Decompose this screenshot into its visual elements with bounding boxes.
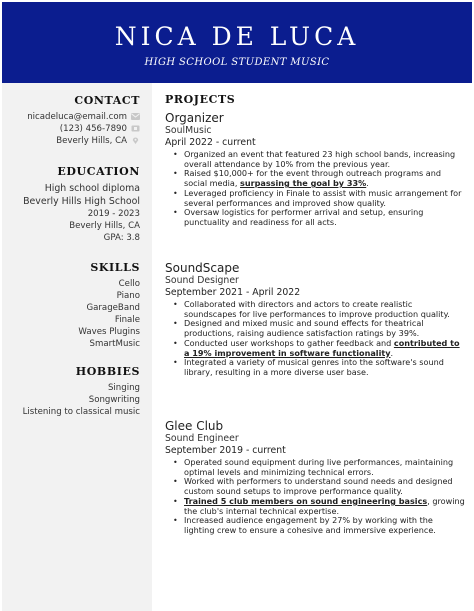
skills-title: SKILLS (90, 261, 140, 274)
education-gpa: GPA: 3.8 (103, 233, 140, 243)
project-date: September 2021 - April 2022 (165, 287, 301, 298)
education-school: Beverly Hills High School (23, 196, 140, 207)
hobby-item: Listening to classical music (22, 407, 140, 417)
hobby-item: Singing (107, 383, 140, 393)
education-section (23, 165, 140, 244)
bullet-item (165, 497, 465, 516)
project-bullets (165, 150, 465, 228)
project-role: SoulMusic (165, 125, 212, 136)
project-role: Sound Engineer (165, 433, 239, 444)
bullet-highlight: contributed to a 19% improvement in software functionality (184, 337, 460, 358)
bullet-highlight: surpassing the goal by 33% (240, 178, 367, 189)
skill-item: Cello (118, 279, 140, 289)
bullet-text: Collaborated with directors and actors to create realistic soundscapes for live performances to improve production quality. (184, 299, 450, 319)
education-location: Beverly Hills, CA (69, 221, 140, 231)
bullet-text-end: . (390, 347, 394, 358)
bullet-item (165, 339, 465, 358)
bullet-item (165, 319, 465, 338)
bullet-text: Designed and mixed music and sound effects for theatrical productions, raising audience satisfaction ratings by 39%. (184, 318, 424, 339)
contact-email (27, 111, 140, 123)
bullet-text: Increased audience engagement by 27% by working with the lighting crew to ensure a cohesive and immersive experience. (184, 515, 436, 536)
education-title: EDUCATION (57, 165, 140, 178)
project-entry (165, 419, 465, 536)
bullet-text: Oversaw logistics for performer arrival and setup, ensuring punctuality and readiness for all acts. (184, 207, 424, 228)
skills-section (78, 261, 140, 350)
hobbies-title: HOBBIES (75, 365, 140, 378)
bullet-item (165, 208, 465, 227)
contact-phone-text: (123) 456-7890 (59, 124, 127, 134)
skill-item: GarageBand (86, 303, 140, 313)
sidebar (2, 83, 152, 611)
bullet-text: Leveraged proficiency in Finale to assist with music arrangement for several performances and improved show quality. (184, 187, 462, 208)
bullet-text: Organized an event that featured 23 high school bands, increasing overall attendance by 10% from the previous year. (184, 149, 456, 169)
bullet-item (165, 458, 465, 477)
skill-item: Finale (114, 315, 140, 325)
hobbies-section (23, 365, 140, 418)
hobby-item: Songwriting (88, 395, 140, 405)
bullet-item (165, 150, 465, 169)
bullet-item (165, 189, 465, 208)
envelope-icon (131, 113, 140, 120)
education-years: 2019 - 2023 (87, 209, 140, 219)
bullet-item (165, 477, 465, 496)
contact-location (27, 135, 140, 147)
skill-item: Waves Plugins (78, 327, 140, 337)
bullet-item (165, 358, 465, 377)
project-bullets (165, 458, 465, 536)
candidate-name: NICA DE LUCA (114, 22, 360, 51)
bullet-text: Integrated a variety of musical genres into the software's sound library, resulting in a more diverse user base. (184, 357, 444, 378)
project-date: September 2019 - current (165, 445, 286, 456)
resume-header (2, 2, 472, 83)
bullet-highlight: Trained 5 club members on sound engineering basics (184, 495, 428, 506)
location-pin-icon (131, 137, 140, 144)
skill-item: Piano (116, 291, 140, 301)
bullet-text: Conducted user workshops to gather feedback and (184, 337, 394, 348)
contact-section (27, 94, 140, 147)
main-column (165, 93, 465, 536)
bullet-text-end: . (366, 178, 369, 189)
projects-title: PROJECTS (165, 93, 236, 106)
project-date: April 2022 - current (165, 137, 256, 148)
project-role: Sound Designer (165, 275, 239, 286)
bullet-text: Raised $10,000+ for the event through outreach programs and social media, (184, 168, 442, 189)
bullet-text-end: , growing the club's internal technical expertise. (184, 495, 465, 516)
contact-email-text: nicadeluca@email.com (27, 112, 127, 122)
project-name: Glee Club (165, 419, 224, 433)
bullet-text: Worked with performers to understand sound needs and designed custom sound setups to improve performance quality. (184, 476, 453, 497)
bullet-item (165, 300, 465, 319)
project-entry (165, 111, 465, 228)
project-name: SoundScape (165, 261, 240, 275)
contact-title: CONTACT (74, 94, 140, 107)
contact-location-text: Beverly Hills, CA (56, 136, 127, 146)
contact-phone (27, 123, 140, 135)
bullet-text: Operated sound equipment during live performances, maintaining optimal levels and minimizing technical errors. (184, 457, 454, 477)
project-bullets (165, 300, 465, 378)
project-name: Organizer (165, 111, 224, 125)
bullet-item (165, 169, 465, 188)
skill-item: SmartMusic (89, 339, 140, 349)
project-entry (165, 261, 465, 378)
phone-icon (131, 125, 140, 132)
bullet-item (165, 516, 465, 535)
candidate-subtitle: HIGH SCHOOL STUDENT MUSIC (144, 57, 330, 68)
education-degree: High school diploma (44, 183, 140, 194)
